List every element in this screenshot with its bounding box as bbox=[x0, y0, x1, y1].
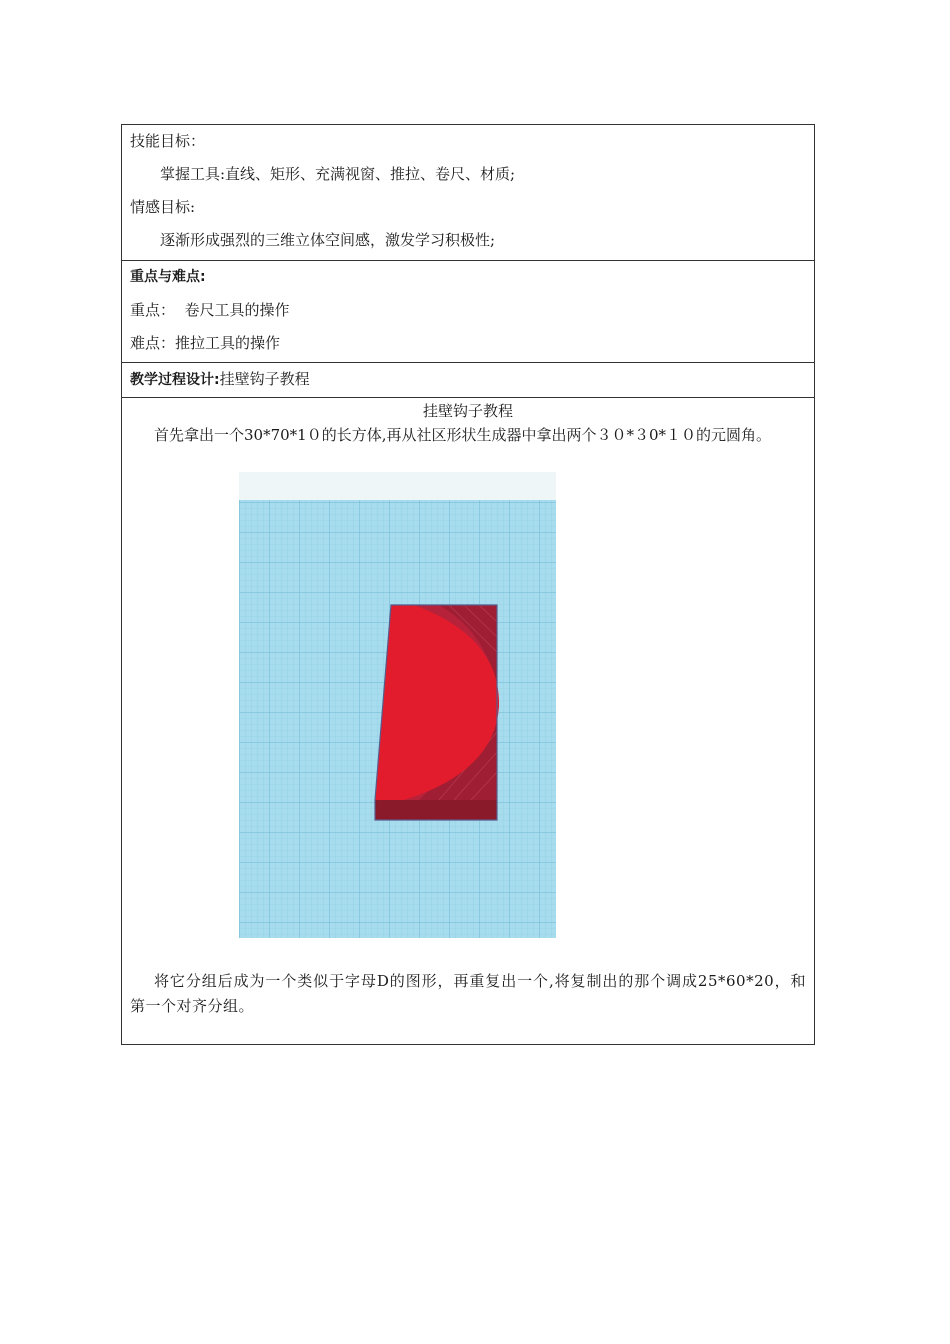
process-heading-value: 挂壁钩子教程 bbox=[219, 370, 310, 388]
workplane-figure bbox=[239, 472, 556, 938]
tutorial-row bbox=[122, 398, 814, 1044]
objectives-row bbox=[122, 125, 814, 261]
tutorial-title: 挂壁钩子教程 bbox=[422, 402, 513, 420]
skill-objective-heading: 技能目标： bbox=[130, 132, 206, 150]
tutorial-paragraph-1: 首先拿出一个30*70*1０的长方体,再从社区形状生成器中拿出两个３０*３0*１０的元圆角。 bbox=[154, 426, 772, 444]
difficulty-text: 难点：推拉工具的操作 bbox=[130, 334, 281, 352]
box-front-face bbox=[375, 800, 497, 820]
emotion-objective-text: 逐渐形成强烈的三维立体空间感，激发学习积极性; bbox=[160, 231, 496, 249]
tinkercad-screenshot bbox=[239, 472, 556, 938]
process-heading bbox=[130, 363, 806, 396]
process-row bbox=[122, 363, 814, 398]
top-strip bbox=[239, 472, 556, 500]
key-points-heading: 重点与难点: bbox=[130, 269, 206, 285]
key-point-text: 重点： 卷尺工具的操作 bbox=[130, 301, 290, 319]
skill-objective-text: 掌握工具:直线、矩形、充满视窗、推拉、卷尺、材质; bbox=[160, 165, 516, 183]
tutorial-paragraph-2: 将它分组后成为一个类似于字母D的图形，再重复出一个,将复制出的那个调成25*60*20，和第一个对齐分组。 bbox=[130, 972, 806, 1015]
emotion-objective-heading: 情感目标: bbox=[130, 198, 196, 216]
key-points-row bbox=[122, 261, 814, 363]
lesson-table bbox=[121, 124, 815, 1045]
d-shape-model bbox=[375, 605, 499, 820]
process-heading-label: 教学过程设计: bbox=[130, 372, 220, 388]
